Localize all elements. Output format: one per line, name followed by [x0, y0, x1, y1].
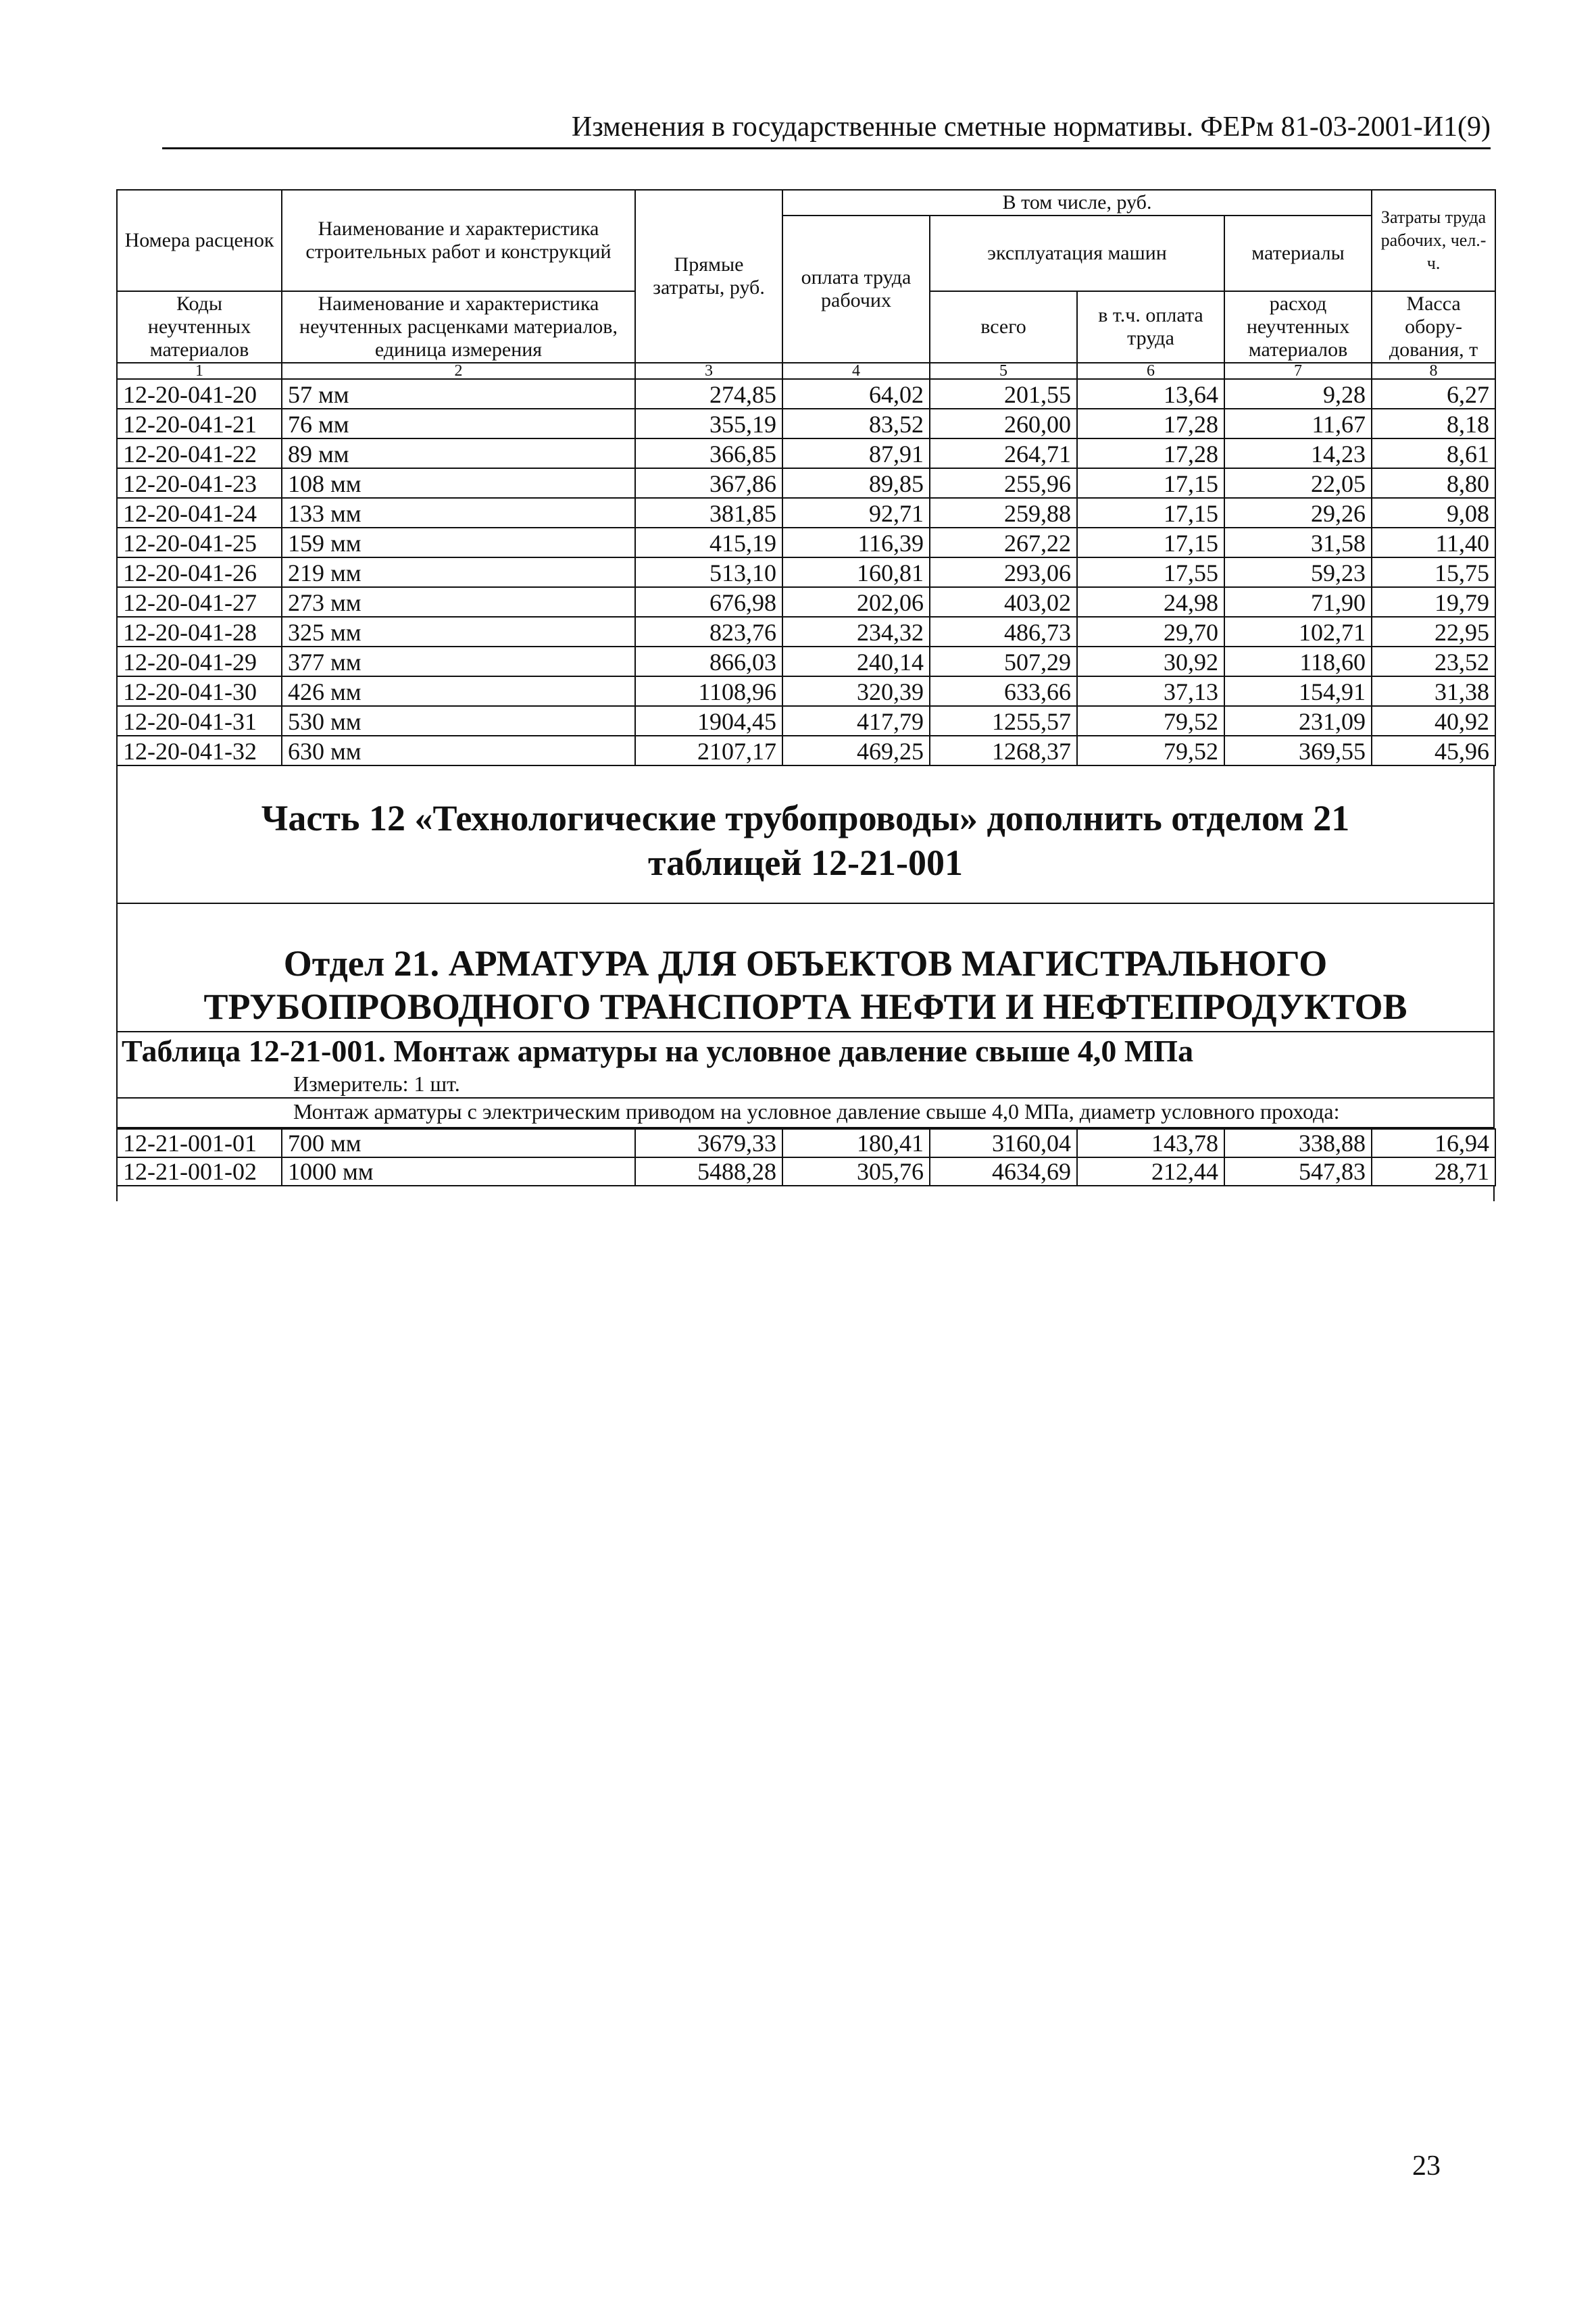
- rate-code-cell: 12-20-041-30: [117, 676, 282, 706]
- column-number: 2: [282, 363, 635, 379]
- materials-cell: 118,60: [1224, 647, 1372, 676]
- col-machines: эксплуатация машин: [930, 216, 1224, 291]
- rate-code-cell: 12-20-041-28: [117, 617, 282, 647]
- rate-code-cell: 12-20-041-22: [117, 438, 282, 468]
- machines-labor-cell: 17,28: [1077, 409, 1224, 438]
- machines-labor-cell: 37,13: [1077, 676, 1224, 706]
- labor-pay-cell: 240,14: [782, 647, 930, 676]
- direct-costs-cell: 366,85: [635, 438, 782, 468]
- machines-labor-cell: 17,15: [1077, 498, 1224, 528]
- machines-all-cell: 4634,69: [930, 1157, 1077, 1186]
- labor-pay-cell: 469,25: [782, 736, 930, 765]
- col-including: В том числе, руб.: [782, 190, 1372, 216]
- direct-costs-cell: 381,85: [635, 498, 782, 528]
- machines-labor-cell: 143,78: [1077, 1129, 1224, 1157]
- col-machines-all: всего: [930, 291, 1077, 363]
- labor-pay-cell: 160,81: [782, 557, 930, 587]
- materials-cell: 11,67: [1224, 409, 1372, 438]
- materials-cell: 31,58: [1224, 528, 1372, 557]
- labor-pay-cell: 234,32: [782, 617, 930, 647]
- direct-costs-cell: 5488,28: [635, 1157, 782, 1186]
- machines-labor-cell: 17,28: [1077, 438, 1224, 468]
- labor-costs-cell: 8,80: [1372, 468, 1495, 498]
- labor-pay-cell: 180,41: [782, 1129, 930, 1157]
- column-number: 1: [117, 363, 282, 379]
- item-name-cell: 133 мм: [282, 498, 635, 528]
- direct-costs-cell: 367,86: [635, 468, 782, 498]
- machines-all-cell: 633,66: [930, 676, 1077, 706]
- table-row: [117, 557, 1495, 587]
- labor-costs-cell: 11,40: [1372, 528, 1495, 557]
- part-title-line: таблицей 12-21-001: [648, 842, 963, 883]
- materials-cell: 9,28: [1224, 379, 1372, 409]
- direct-costs-cell: 415,19: [635, 528, 782, 557]
- table-row: [117, 438, 1495, 468]
- materials-cell: 22,05: [1224, 468, 1372, 498]
- table-continuation: [116, 1186, 1495, 1201]
- table-row: [117, 379, 1495, 409]
- table-header: [117, 190, 1495, 379]
- materials-cell: 154,91: [1224, 676, 1372, 706]
- col-machines-labor: в т.ч. оплата труда: [1077, 291, 1224, 363]
- item-name-cell: 700 мм: [282, 1129, 635, 1157]
- labor-costs-cell: 15,75: [1372, 557, 1495, 587]
- part-title: [116, 766, 1495, 904]
- direct-costs-cell: 676,98: [635, 587, 782, 617]
- section-title: [116, 904, 1495, 1032]
- col-materials-usage: расход неучтенных материалов: [1224, 291, 1372, 363]
- rate-code-cell: 12-20-041-24: [117, 498, 282, 528]
- machines-labor-cell: 17,15: [1077, 468, 1224, 498]
- direct-costs-cell: 823,76: [635, 617, 782, 647]
- work-description: Монтаж арматуры с электрическим приводом на условное давление свыше 4,0 МПа, диаметр условного прохода:: [116, 1099, 1495, 1128]
- column-number: 5: [930, 363, 1077, 379]
- rate-code-cell: 12-20-041-25: [117, 528, 282, 557]
- machines-all-cell: 403,02: [930, 587, 1077, 617]
- part-title-line: Часть 12 «Технологические трубопроводы» дополнить отделом 21: [261, 798, 1350, 838]
- item-name-cell: 76 мм: [282, 409, 635, 438]
- rate-code-cell: 12-21-001-01: [117, 1129, 282, 1157]
- col-labor-pay: оплата труда рабочих: [782, 216, 930, 363]
- labor-costs-cell: 16,94: [1372, 1129, 1495, 1157]
- labor-pay-cell: 417,79: [782, 706, 930, 736]
- item-name-cell: 219 мм: [282, 557, 635, 587]
- column-number: 3: [635, 363, 782, 379]
- labor-pay-cell: 64,02: [782, 379, 930, 409]
- machines-labor-cell: 79,52: [1077, 706, 1224, 736]
- labor-costs-cell: 40,92: [1372, 706, 1495, 736]
- machines-all-cell: 255,96: [930, 468, 1077, 498]
- rate-code-cell: 12-20-041-20: [117, 379, 282, 409]
- direct-costs-cell: 2107,17: [635, 736, 782, 765]
- item-name-cell: 426 мм: [282, 676, 635, 706]
- labor-costs-cell: 31,38: [1372, 676, 1495, 706]
- table-row: [117, 676, 1495, 706]
- machines-labor-cell: 30,92: [1077, 647, 1224, 676]
- labor-pay-cell: 305,76: [782, 1157, 930, 1186]
- labor-costs-cell: 8,18: [1372, 409, 1495, 438]
- labor-costs-cell: 45,96: [1372, 736, 1495, 765]
- rates-table-2: [116, 1128, 1496, 1186]
- unit-of-measure: Измеритель: 1 шт.: [116, 1072, 1495, 1099]
- machines-labor-cell: 17,15: [1077, 528, 1224, 557]
- labor-pay-cell: 83,52: [782, 409, 930, 438]
- item-name-cell: 1000 мм: [282, 1157, 635, 1186]
- machines-all-cell: 507,29: [930, 647, 1077, 676]
- machines-labor-cell: 79,52: [1077, 736, 1224, 765]
- col-labor-costs: Затраты труда рабочих, чел.-ч.: [1372, 190, 1495, 291]
- materials-cell: 14,23: [1224, 438, 1372, 468]
- item-name-cell: 325 мм: [282, 617, 635, 647]
- labor-costs-cell: 6,27: [1372, 379, 1495, 409]
- materials-cell: 29,26: [1224, 498, 1372, 528]
- machines-labor-cell: 24,98: [1077, 587, 1224, 617]
- machines-all-cell: 264,71: [930, 438, 1077, 468]
- item-name-cell: 273 мм: [282, 587, 635, 617]
- rate-code-cell: 12-20-041-29: [117, 647, 282, 676]
- labor-costs-cell: 22,95: [1372, 617, 1495, 647]
- labor-costs-cell: 9,08: [1372, 498, 1495, 528]
- table-row: [117, 409, 1495, 438]
- materials-cell: 547,83: [1224, 1157, 1372, 1186]
- column-number: 4: [782, 363, 930, 379]
- rate-code-cell: 12-20-041-23: [117, 468, 282, 498]
- item-name-cell: 57 мм: [282, 379, 635, 409]
- table-body-2: [117, 1129, 1495, 1186]
- item-name-cell: 89 мм: [282, 438, 635, 468]
- column-number-row: [117, 363, 1495, 379]
- table-row: [117, 617, 1495, 647]
- machines-all-cell: 1268,37: [930, 736, 1077, 765]
- table-row: [117, 587, 1495, 617]
- table-row: [117, 1129, 1495, 1157]
- machines-all-cell: 259,88: [930, 498, 1077, 528]
- rate-code-cell: 12-20-041-26: [117, 557, 282, 587]
- item-name-cell: 377 мм: [282, 647, 635, 676]
- table-row: [117, 706, 1495, 736]
- materials-cell: 102,71: [1224, 617, 1372, 647]
- column-number: 7: [1224, 363, 1372, 379]
- item-name-cell: 630 мм: [282, 736, 635, 765]
- rate-code-cell: 12-20-041-27: [117, 587, 282, 617]
- machines-all-cell: 3160,04: [930, 1129, 1077, 1157]
- labor-costs-cell: 23,52: [1372, 647, 1495, 676]
- machines-labor-cell: 13,64: [1077, 379, 1224, 409]
- labor-costs-cell: 8,61: [1372, 438, 1495, 468]
- direct-costs-cell: 355,19: [635, 409, 782, 438]
- materials-cell: 369,55: [1224, 736, 1372, 765]
- running-header: Изменения в государственные сметные нормативы. ФЕРм 81-03-2001-И1(9): [162, 108, 1491, 149]
- machines-all-cell: 293,06: [930, 557, 1077, 587]
- col-work-name: Наименование и характеристика строительных работ и конструкций: [282, 190, 635, 291]
- table-row: [117, 528, 1495, 557]
- direct-costs-cell: 274,85: [635, 379, 782, 409]
- labor-costs-cell: 28,71: [1372, 1157, 1495, 1186]
- rate-code-cell: 12-20-041-21: [117, 409, 282, 438]
- machines-all-cell: 267,22: [930, 528, 1077, 557]
- col-material-codes: Коды неучтенных материалов: [117, 291, 282, 363]
- direct-costs-cell: 866,03: [635, 647, 782, 676]
- section-title-line: Отдел 21. АРМАТУРА ДЛЯ ОБЪЕКТОВ МАГИСТРАЛЬНОГО: [283, 943, 1328, 984]
- labor-pay-cell: 89,85: [782, 468, 930, 498]
- table-row: [117, 1157, 1495, 1186]
- rates-table: [116, 189, 1496, 766]
- item-name-cell: 108 мм: [282, 468, 635, 498]
- table-body: [117, 379, 1495, 765]
- labor-pay-cell: 320,39: [782, 676, 930, 706]
- table-row: [117, 498, 1495, 528]
- materials-cell: 59,23: [1224, 557, 1372, 587]
- materials-cell: 338,88: [1224, 1129, 1372, 1157]
- machines-all-cell: 1255,57: [930, 706, 1077, 736]
- machines-labor-cell: 17,55: [1077, 557, 1224, 587]
- col-materials: материалы: [1224, 216, 1372, 291]
- table-row: [117, 736, 1495, 765]
- section-title-line: ТРУБОПРОВОДНОГО ТРАНСПОРТА НЕФТИ И НЕФТЕПРОДУКТОВ: [203, 986, 1407, 1027]
- col-material-name: Наименование и характеристика неучтенных расценками материалов, единица измерения: [282, 291, 635, 363]
- direct-costs-cell: 513,10: [635, 557, 782, 587]
- column-number: 6: [1077, 363, 1224, 379]
- col-rate-numbers: Номера расценок: [117, 190, 282, 291]
- labor-pay-cell: 87,91: [782, 438, 930, 468]
- machines-all-cell: 486,73: [930, 617, 1077, 647]
- rate-code-cell: 12-20-041-32: [117, 736, 282, 765]
- labor-costs-cell: 19,79: [1372, 587, 1495, 617]
- table-row: [117, 647, 1495, 676]
- direct-costs-cell: 3679,33: [635, 1129, 782, 1157]
- machines-all-cell: 201,55: [930, 379, 1077, 409]
- document-frame: [116, 189, 1495, 1189]
- col-equipment-mass: Масса обору-дования, т: [1372, 291, 1495, 363]
- machines-labor-cell: 212,44: [1077, 1157, 1224, 1186]
- rate-code-cell: 12-21-001-02: [117, 1157, 282, 1186]
- labor-pay-cell: 116,39: [782, 528, 930, 557]
- table-row: [117, 468, 1495, 498]
- table-title: Таблица 12-21-001. Монтаж арматуры на условное давление свыше 4,0 МПа: [116, 1032, 1495, 1072]
- direct-costs-cell: 1904,45: [635, 706, 782, 736]
- direct-costs-cell: 1108,96: [635, 676, 782, 706]
- machines-labor-cell: 29,70: [1077, 617, 1224, 647]
- column-number: 8: [1372, 363, 1495, 379]
- item-name-cell: 530 мм: [282, 706, 635, 736]
- machines-all-cell: 260,00: [930, 409, 1077, 438]
- item-name-cell: 159 мм: [282, 528, 635, 557]
- col-direct-costs: Прямые затраты, руб.: [635, 190, 782, 363]
- page-number: 23: [1412, 2150, 1441, 2182]
- rate-code-cell: 12-20-041-31: [117, 706, 282, 736]
- materials-cell: 231,09: [1224, 706, 1372, 736]
- labor-pay-cell: 92,71: [782, 498, 930, 528]
- labor-pay-cell: 202,06: [782, 587, 930, 617]
- materials-cell: 71,90: [1224, 587, 1372, 617]
